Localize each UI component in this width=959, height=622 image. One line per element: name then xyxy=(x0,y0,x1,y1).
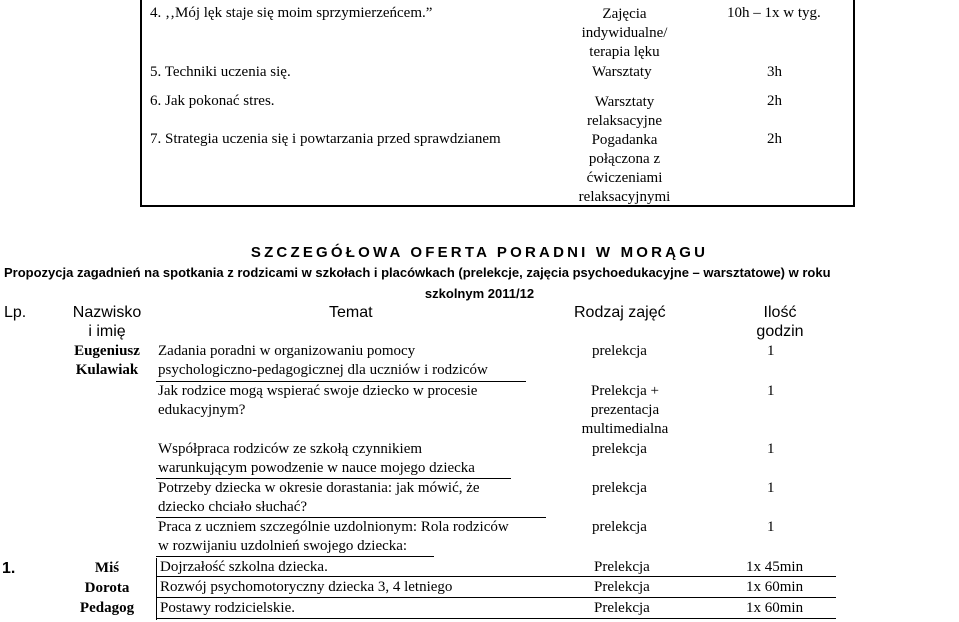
person2-last-name: Dorota xyxy=(84,580,130,596)
header-name-line1: Nazwisko xyxy=(72,304,142,321)
p1-row4-type: prelekcja xyxy=(592,480,647,496)
lp-number: 1. xyxy=(2,560,16,577)
top-row-5-topic: 5. Techniki uczenia się. xyxy=(150,64,291,80)
header-hours-line2: godzin xyxy=(756,323,804,340)
section-title: SZCZEGÓŁOWA OFERTA PORADNI W MORĄGU xyxy=(250,244,709,261)
p1-row1-topic-line1: Zadania poradni w organizowaniu pomocy xyxy=(158,343,416,359)
p2-row1-hours: 1x 45min xyxy=(746,559,804,575)
header-type: Rodzaj zajęć xyxy=(574,304,666,321)
p1-row3-topic-line2: warunkującym powodzenie w nauce mojego dziecka xyxy=(158,460,475,476)
p1-row3-topic-line1: Współpraca rodziców ze szkołą czynnikiem xyxy=(158,441,423,457)
section-subtitle-line1: Propozycja zagadnień na spotkania z rodzicami w szkołach i placówkach (prelekcje, zajęcia psychoedukacyjne – warsztatowe) w roku xyxy=(4,265,831,280)
top-row-4-hours: 10h – 1x w tyg. xyxy=(727,5,821,21)
p2-row1-topic: Dojrzałość szkolna dziecka. xyxy=(160,559,328,575)
header-topic: Temat xyxy=(329,304,373,321)
top-row-5-hours: 3h xyxy=(767,64,782,80)
p1-row5-hours: 1 xyxy=(767,519,775,535)
p1-row3-type: prelekcja xyxy=(592,441,647,457)
p1-row2-type-line2: prezentacja xyxy=(590,402,660,418)
p1-row2-hours: 1 xyxy=(767,383,775,399)
p1-row2-topic-line2: edukacyjnym? xyxy=(158,402,246,418)
p2-row3-hours: 1x 60min xyxy=(746,600,804,616)
p2-row2-hours: 1x 60min xyxy=(746,579,804,595)
p1-row2-topic-line1: Jak rodzice mogą wspierać swoje dziecko w procesie xyxy=(158,383,478,399)
p1-row5-topic-line2: w rozwijaniu uzdolnień swojego dziecka: xyxy=(158,538,408,554)
p1-row4-topic-line2: dziecko chciało słuchać? xyxy=(158,499,308,515)
p2-row3-topic: Postawy rodzicielskie. xyxy=(160,600,295,616)
p1-row4-topic-line1: Potrzeby dziecka w okresie dorastania: jak mówić, że xyxy=(158,480,480,496)
top-row-4-form: Zajęcia indywidualne/ terapia lęku xyxy=(581,6,668,60)
p2-row2-topic: Rozwój psychomotoryczny dziecka 3, 4 letniego xyxy=(160,579,453,595)
p2-row2-type: Prelekcja xyxy=(594,579,650,595)
p1-row2-type-line1: Prelekcja + xyxy=(590,383,659,399)
top-row-6-form: Warsztaty relaksacyjne xyxy=(587,94,662,129)
top-row-5-form: Warsztaty xyxy=(592,64,652,80)
p1-row1-hours: 1 xyxy=(767,343,775,359)
header-hours-line1: Ilość xyxy=(763,304,797,321)
p1-row3-hours: 1 xyxy=(767,441,775,457)
p2-row3-type: Prelekcja xyxy=(594,600,650,616)
p1-row5-type: prelekcja xyxy=(592,519,647,535)
p2-row1-type: Prelekcja xyxy=(594,559,650,575)
top-row-6-topic: 6. Jak pokonać stres. xyxy=(150,93,275,109)
top-row-6-hours: 2h xyxy=(767,93,782,109)
p1-row1-topic-line2: psychologiczno-pedagogicznej dla uczniów i rodziców xyxy=(158,362,488,378)
top-row-7-topic: 7. Strategia uczenia się i powtarzania przed sprawdzianem xyxy=(150,131,501,147)
top-row-7-hours: 2h xyxy=(767,131,782,147)
person1-first-name: Eugeniusz xyxy=(74,343,140,359)
section-subtitle-line2: szkolnym 2011/12 xyxy=(424,286,535,301)
p1-row2-type-line3: multimedialna xyxy=(581,421,669,437)
header-lp: Lp. xyxy=(4,304,27,321)
p1-row4-hours: 1 xyxy=(767,480,775,496)
person2-first-name: Miś xyxy=(94,560,120,576)
top-row-7-form: Pogadanka połączona z ćwiczeniami relaksacyjnymi xyxy=(578,132,671,205)
p1-row1-type: prelekcja xyxy=(592,343,647,359)
person2-role: Pedagog xyxy=(79,600,135,616)
header-name-line2: i imię xyxy=(88,323,126,340)
p1-row5-topic-line1: Praca z uczniem szczególnie uzdolnionym: Rola rodziców xyxy=(158,519,509,535)
top-row-4-topic: 4. ‚‚Mój lęk staje się moim sprzymierzeńcem.” xyxy=(150,5,433,21)
person1-last-name: Kulawiak xyxy=(75,362,139,378)
